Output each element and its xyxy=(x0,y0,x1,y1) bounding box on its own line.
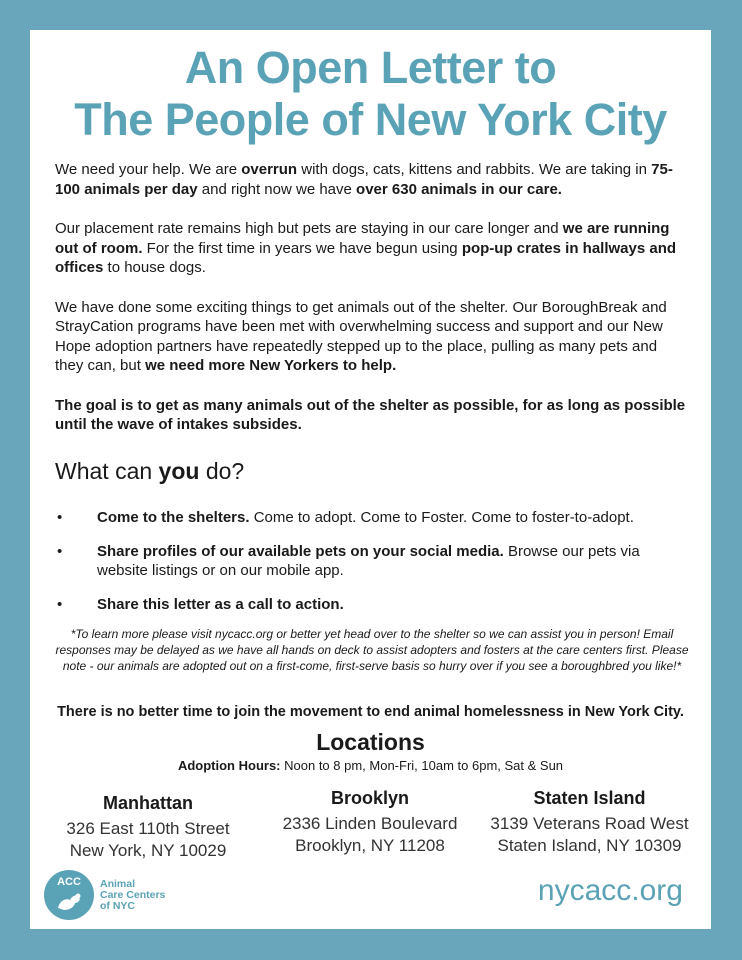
list-item: • Share profiles of our available pets on your social media. Browse our pets via website listings or on our mobile app. xyxy=(57,542,640,579)
paragraph-4: The goal is to get as many animals out of the shelter as possible, for as long as possible until the wave of intakes subsides. xyxy=(55,396,686,433)
location-name: Brooklyn xyxy=(330,788,409,808)
logo-icon: ACC xyxy=(44,870,94,920)
locations-heading: Locations xyxy=(316,729,425,755)
list-item: • Come to the shelters. Come to adopt. Come to Foster. Come to foster-to-adopt. xyxy=(57,509,634,526)
title-line-1: An Open Letter to xyxy=(184,42,557,93)
title-line-2: The People of New York City xyxy=(74,94,667,145)
bullet-icon: • xyxy=(57,509,63,526)
location-manhattan xyxy=(48,792,248,862)
page-title xyxy=(30,30,711,146)
pet-silhouette-icon xyxy=(54,888,84,914)
acc-logo xyxy=(44,870,165,920)
what-can-you-do-heading: What can you do? xyxy=(55,458,245,484)
location-brooklyn xyxy=(270,787,470,857)
letter-body xyxy=(55,160,689,455)
website-link[interactable]: nycacc.org xyxy=(537,874,683,907)
letter-page xyxy=(30,30,711,929)
paragraph-3: We have done some exciting things to get animals out of the shelter. Our BoroughBreak and StrayCation programs have been met with overwhelming success and support and our New Hope adoption partners have repeatedly stepped up to the place, pulling as many pets and they can, but we need more New Yorkers to help. xyxy=(55,298,667,374)
location-street: 3139 Veterans Road West xyxy=(490,814,689,833)
location-name: Staten Island xyxy=(533,788,646,808)
footnote: *To learn more please visit nycacc.org or better yet head over to the shelter so we can assist you in person! Email responses may be delayed as we have all hands on deck to assist adopters and fosters at the care centers first. Please note - our animals are adopted out on a first-come, first-serve basis so hurry over if you see a boroughbred you like!* xyxy=(55,627,689,673)
action-list xyxy=(55,508,681,628)
list-item: • Share this letter as a call to action. xyxy=(57,595,344,613)
bullet-icon: • xyxy=(57,595,63,613)
location-street: 2336 Linden Boulevard xyxy=(282,814,458,833)
paragraph-1: We need your help. We are overrun with dogs, cats, kittens and rabbits. We are taking in 75-100 animals per day and right now we have over 630 animals in our care. xyxy=(55,161,673,198)
location-city: Brooklyn, NY 11208 xyxy=(295,836,445,855)
location-street: 326 East 110th Street xyxy=(66,819,230,838)
logo-text: Animal Care Centers of NYC xyxy=(100,877,166,912)
call-to-action: There is no better time to join the movement to end animal homelessness in New York City. xyxy=(57,704,684,720)
location-city: New York, NY 10029 xyxy=(69,841,227,860)
paragraph-2: Our placement rate remains high but pets are staying in our care longer and we are running out of room. For the first time in years we have begun using pop-up crates in hallways and offices to house dogs. xyxy=(55,220,677,276)
adoption-hours: Adoption Hours: Noon to 8 pm, Mon-Fri, 10am to 6pm, Sat & Sun xyxy=(177,758,564,773)
location-staten-island xyxy=(482,787,697,857)
location-name: Manhattan xyxy=(103,793,193,813)
bullet-icon: • xyxy=(57,542,63,560)
location-city: Staten Island, NY 10309 xyxy=(497,836,682,855)
